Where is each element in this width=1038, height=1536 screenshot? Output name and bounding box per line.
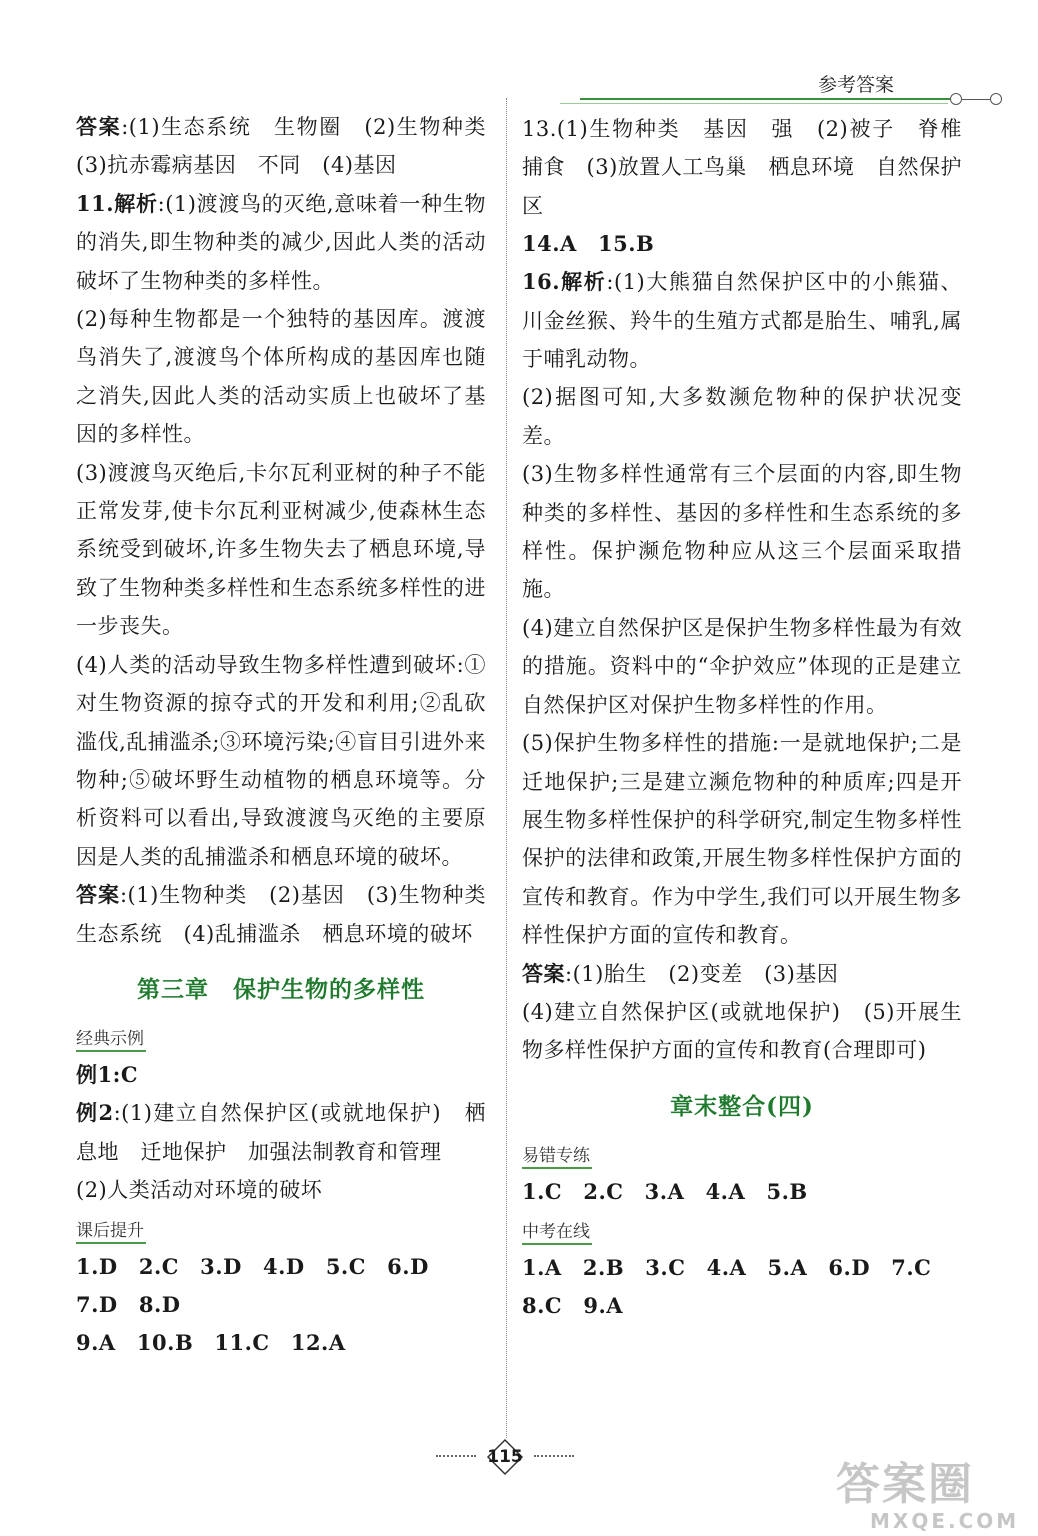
header-rule [580, 98, 950, 100]
answer-item: 8.C [522, 1292, 563, 1318]
answer-item: 7.C [891, 1254, 932, 1280]
page-number-dots-left [436, 1455, 476, 1457]
left-column [76, 108, 508, 1362]
answer-item: 9.A [583, 1292, 624, 1318]
answer-item: 6.D [828, 1254, 871, 1280]
answer-row [522, 1249, 962, 1287]
header-circle-icon-end [990, 93, 1002, 105]
header-rule-secondary [560, 103, 948, 104]
q16-analysis-3: (3)生物多样性通常有三个层面的内容,即生物种类的多样性、基因的多样性和生态系统的多样性。保护濒危物种应从这三个层面采取措施。 [522, 462, 962, 602]
answer-item: 3.A [644, 1178, 685, 1204]
answer-item: 7.D [76, 1291, 118, 1317]
answer-item: 2.C [583, 1178, 624, 1204]
header-label: 参考答案 [818, 74, 895, 96]
q16-analysis-5: (5)保护生物多样性的措施:一是就地保护;二是迁地保护;三是建立濒危物种的种质库;四是开展生物多样性保护的科学研究,制定生物多样性保护的法律和政策,开展生物多样性保护方面的宣传和教育。作为中学生,我们可以开展生物多样性保护方面的宣传和教育。 [522, 731, 962, 948]
q11-analysis-3: (3)渡渡鸟灭绝后,卡尔瓦利亚树的种子不能正常发芽,使卡尔瓦利亚树减少,使森林生态系统受到破坏,许多生物失去了栖息环境,导致了生物种类多样性和生态系统多样性的进一步丧失。 [76, 460, 486, 639]
chapter-summary-title: 章末整合(四) [670, 1092, 814, 1120]
answer-item: 1.C [522, 1178, 563, 1204]
answer-item: 5.A [767, 1254, 808, 1280]
watermark-logo-text: 答案圈 [836, 1459, 974, 1510]
answer-item: 3.C [645, 1254, 686, 1280]
q11-analysis-2: (2)每种生物都是一个独特的基因库。渡渡鸟消失了,渡渡鸟个体所构成的基因库也随之消失,因此人类的活动实质上也破坏了基因的多样性。 [76, 307, 486, 447]
answer-item: 5.B [766, 1178, 808, 1204]
answer-row [76, 1324, 486, 1362]
answer-item: 2.B [582, 1254, 625, 1280]
example-1: 例1:C [76, 1061, 139, 1087]
column-divider [506, 98, 507, 1438]
q16-answer-2: (4)建立自然保护区(或就地保护) (5)开展生物多样性保护方面的宣传和教育(合理即可) [522, 999, 962, 1063]
answer-paragraph: 答案:(1)生态系统 生物圈 (2)生物种类 (3)抗赤霉病基因 不同 (4)基因 [76, 114, 508, 178]
answer-row [76, 1248, 486, 1324]
answer-item: 6.D [387, 1253, 429, 1279]
example-2-part2: (2)人类活动对环境的破坏 [76, 1178, 323, 1203]
answer-item: 14.A [522, 231, 577, 257]
answer-item: 2.C [138, 1253, 179, 1279]
example-2: 例2:(1)建立自然保护区(或就地保护) 栖息地 迁地保护 加强法制教育和管理 [76, 1100, 486, 1164]
answer-row [522, 1173, 962, 1211]
q16-analysis-4: (4)建立自然保护区是保护生物多样性最为有效的措施。资料中的“伞护效应”体现的正是建立自然保护区对保护生物多样性的作用。 [522, 615, 962, 717]
answer-item: 8.D [138, 1291, 181, 1317]
q16-analysis: 16.解析:(1)大熊猫自然保护区中的小熊猫、川金丝猴、羚牛的生殖方式都是胎生、哺乳,属于哺乳动物。 [522, 269, 962, 372]
q13-answer: 13.(1)生物种类 基因 强 (2)被子 脊椎 捕食 (3)放置人工鸟巢 栖息环境 自然保护区 [522, 117, 984, 218]
chapter-title: 第三章 保护生物的多样性 [137, 975, 425, 1003]
answer-item: 1.D [76, 1253, 118, 1279]
answer-item: 1.A [522, 1254, 562, 1280]
answer-item: 4.D [262, 1253, 305, 1279]
answer-row [522, 225, 962, 263]
watermark-url: MXQE.COM [870, 1509, 1020, 1533]
header-tail-rule [962, 99, 990, 100]
page-number-dots-right [534, 1455, 574, 1457]
section-tag-examples: 经典示例 [76, 1024, 146, 1052]
answer-item: 9.A [76, 1329, 116, 1355]
watermark [836, 1460, 1036, 1536]
section-tag-after-class: 课后提升 [76, 1216, 146, 1244]
answer-item: 4.A [705, 1178, 746, 1204]
page-number: 115 [486, 1438, 524, 1476]
section-tag-errors: 易错专练 [522, 1141, 592, 1169]
q16-analysis-2: (2)据图可知,大多数濒危物种的保护状况变差。 [522, 385, 962, 448]
answer-item: 15.B [598, 231, 655, 257]
answer-item: 11.C [214, 1329, 270, 1355]
page-number-badge [436, 1438, 576, 1478]
answer-item: 10.B [136, 1329, 194, 1355]
answer-item: 3.D [200, 1253, 242, 1279]
section-tag-exam: 中考在线 [522, 1217, 592, 1245]
header-circle-icon [950, 93, 962, 105]
answer-item: 12.A [290, 1329, 346, 1355]
q11-answer: 答案:(1)生物种类 (2)基因 (3)生物种类 生态系统 (4)乱捕滥杀 栖息环境的破坏 [76, 882, 508, 946]
answer-row [522, 1287, 962, 1325]
q11-analysis: 11.解析:(1)渡渡鸟的灭绝,意味着一种生物的消失,即生物种类的减少,因此人类的活动破坏了生物种类的多样性。 [76, 190, 486, 293]
answer-item: 4.A [706, 1254, 747, 1280]
answer-item: 5.C [325, 1253, 366, 1279]
q16-answer: 答案:(1)胎生 (2)变差 (3)基因 [522, 960, 839, 986]
right-column [522, 110, 984, 1325]
q11-analysis-4: (4)人类的活动导致生物多样性遭到破坏:①对生物资源的掠夺式的开发和利用;②乱砍滥伐,乱捕滥杀;③环境污染;④盲目引进外来物种;⑤破坏野生动植物的栖息环境等。分析资料可以看出,导致渡渡鸟灭绝的主要原因是人类的乱捕滥杀和栖息环境的破坏。 [76, 652, 486, 869]
